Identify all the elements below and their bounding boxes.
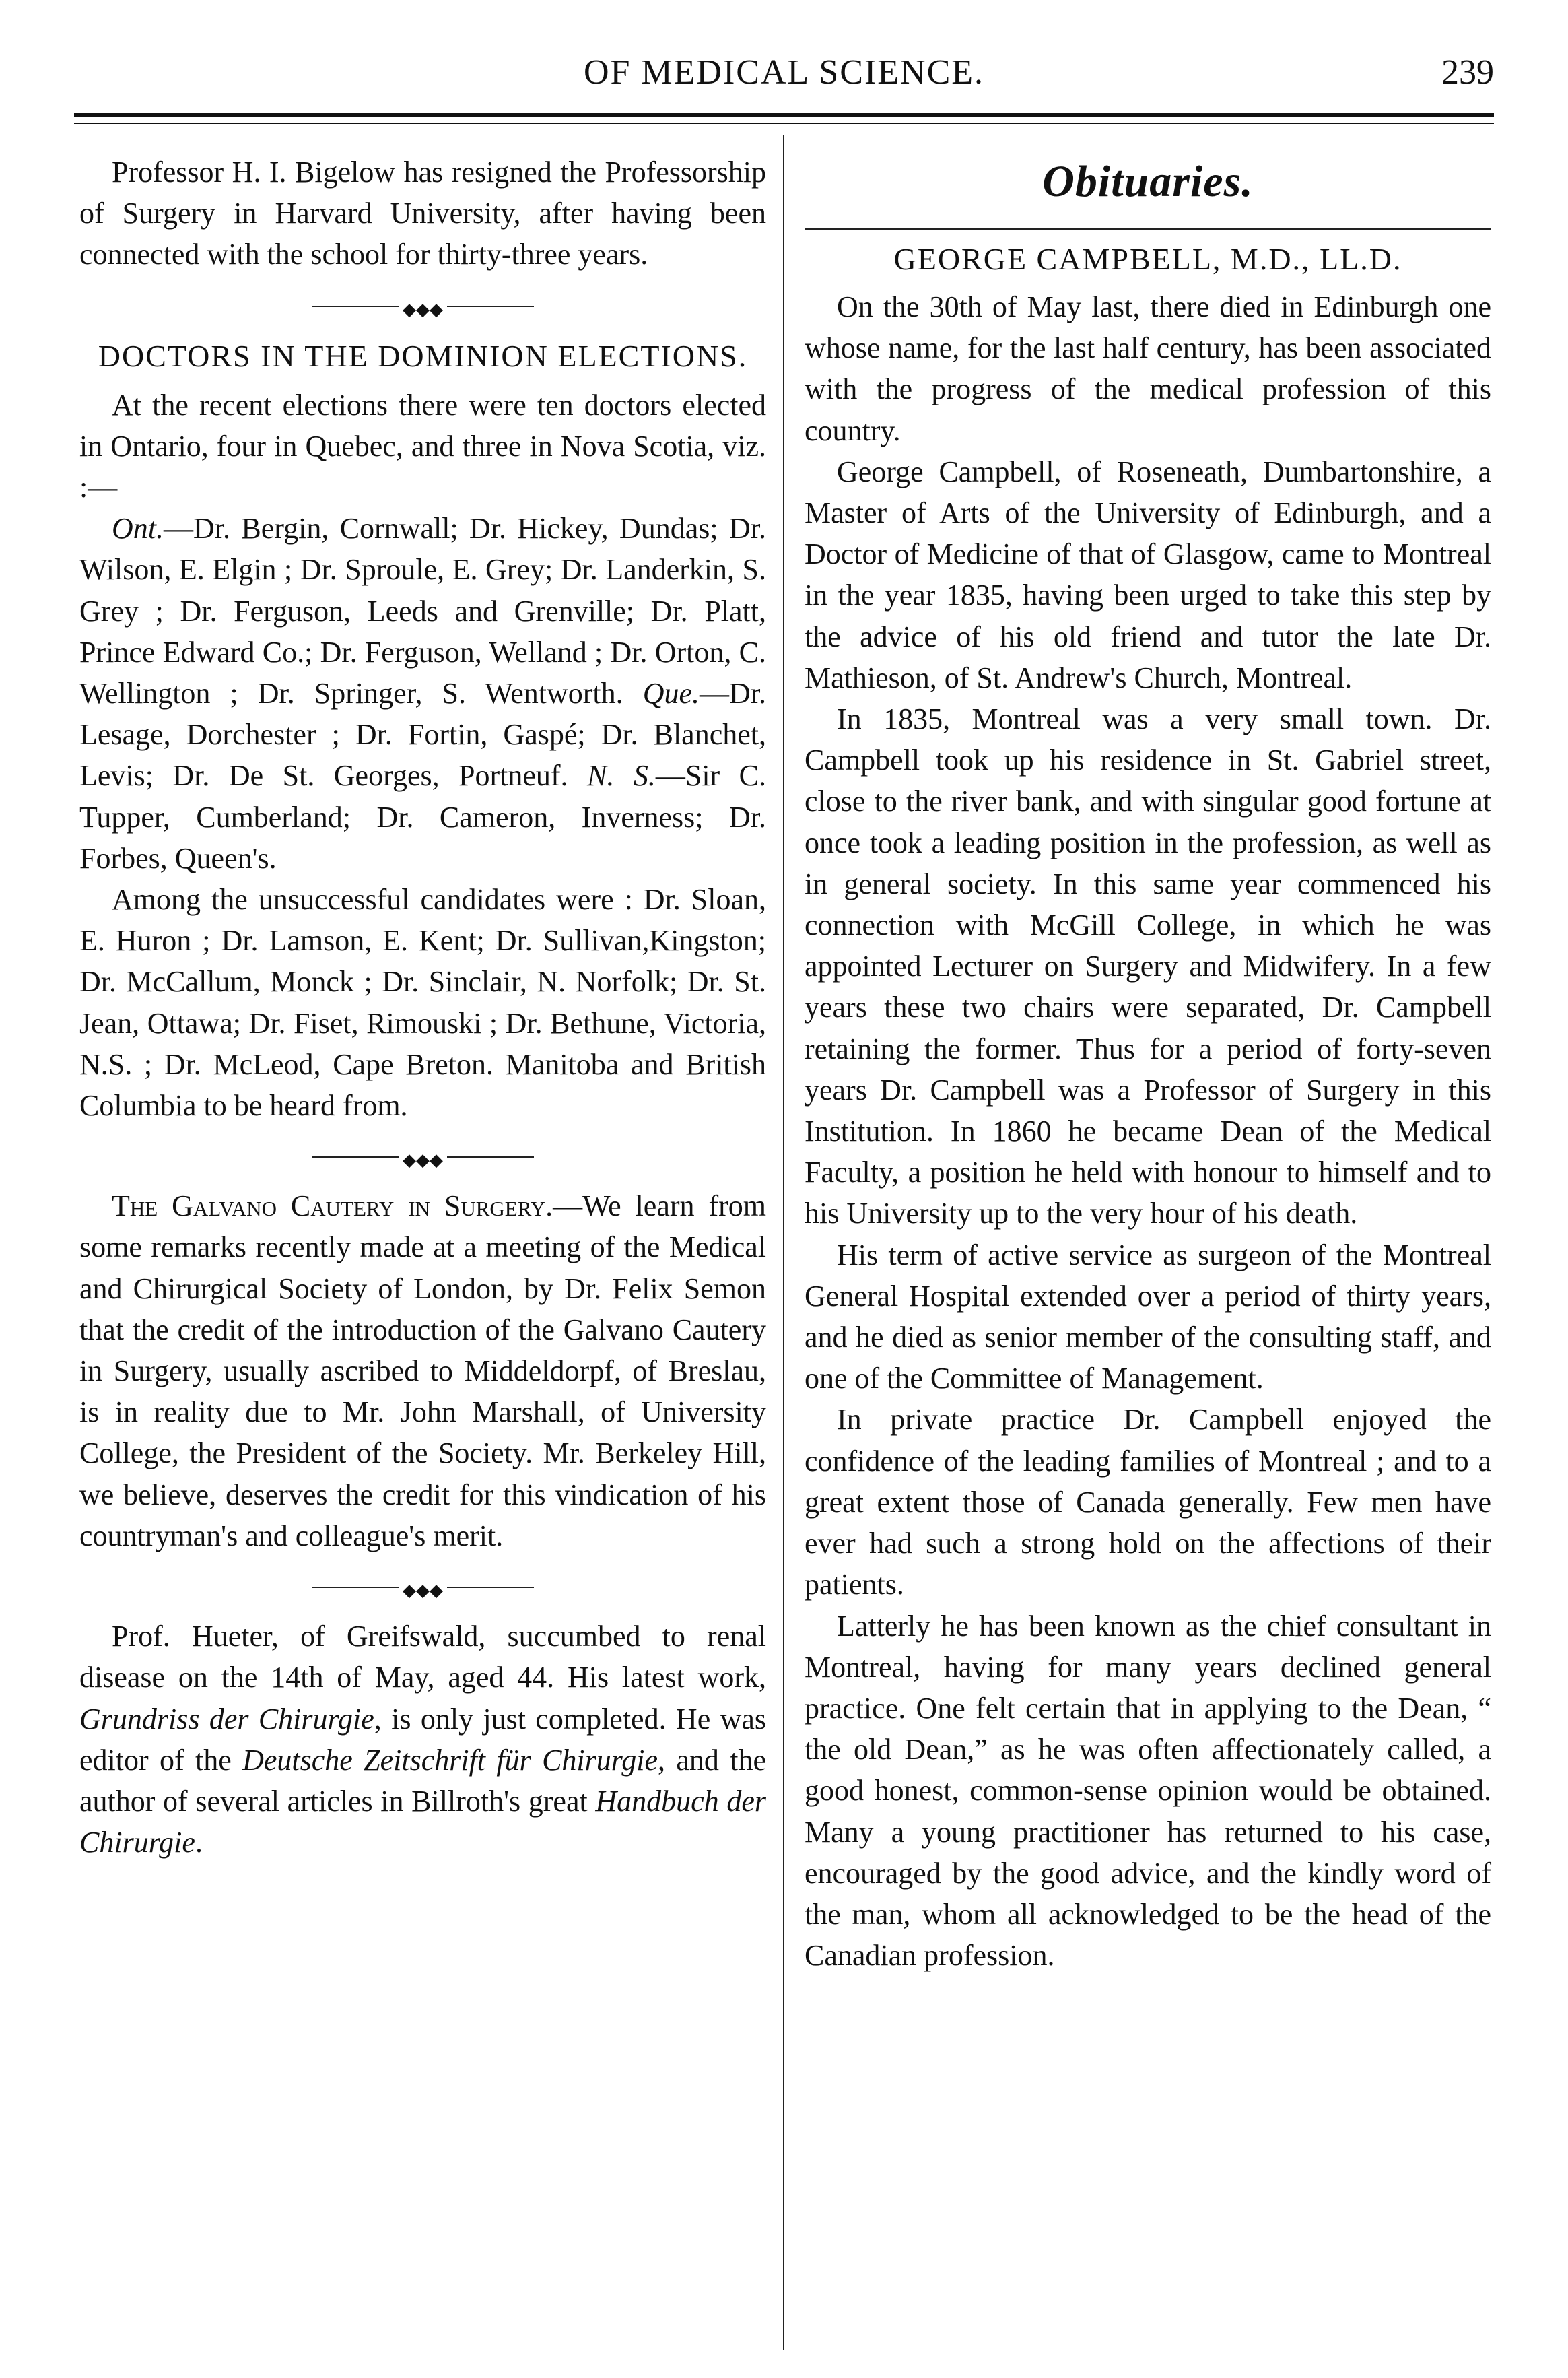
que-label: Que. bbox=[642, 677, 700, 711]
column-divider bbox=[783, 135, 784, 2350]
ornament-divider bbox=[79, 292, 766, 319]
galvano-paragraph bbox=[79, 1185, 766, 1556]
obituary-paragraph-2: George Campbell, of Roseneath, Dumbartonshire, a Master of Arts of the University of Edinburgh, and a Doctor of Medicine of that of Glasgow, came to Montreal in the year 1835, having been urged to take this step by the advice of his old friend and tutor the late Dr. Mathieson, of St. Andrew's Church, Montreal. bbox=[805, 455, 1491, 694]
ornament-divider bbox=[79, 1142, 766, 1169]
obituary-paragraph-5: In private practice Dr. Campbell enjoyed the confidence of the leading families of Montreal ; and to a great extent those of Canada generally. Few men have ever had such a strong hold on the affections of their patients. bbox=[805, 1403, 1491, 1601]
galvano-title: The Galvano Cautery in Surgery. bbox=[112, 1189, 553, 1223]
obituary-paragraph-6: Latterly he has been known as the chief consultant in Montreal, having for many years declined general practice. One felt certain that in applying to the Dean, “ the old Dean,” as he was often affectionately called, a good honest, common-sense opinion would be obtained. Many a young practitioner has returned to his case, encouraged by the good advice, and the kindly word of the man, whom all acknowledged to be the head of the Canadian profession. bbox=[805, 1609, 1491, 1973]
hueter-text-2: , is only just completed. He was editor of the bbox=[79, 1702, 766, 1777]
hueter-text-3: , and the author of several articles in Billroth's great bbox=[79, 1743, 766, 1818]
running-title: OF MEDICAL SCIENCE. bbox=[583, 53, 985, 92]
unsuccessful-paragraph: Among the unsuccessful candidates were : Dr. Sloan, E. Huron ; Dr. Lamson, E. Kent; Dr. Sullivan,Kingston; Dr. McCallum, Monck ; Dr. Sinclair, N. Norfolk; Dr. St. Jean, Ottawa; Dr. Fiset, Rimouski ; Dr. Bethune, Victoria, N.S. ; Dr. McLeod, Cape Breton. Manitoba and British Columbia to be heard from. bbox=[79, 883, 766, 1123]
doctors-list bbox=[79, 508, 766, 879]
hueter-paragraph bbox=[79, 1616, 766, 1863]
doctors-heading: DOCTORS IN THE DOMINION ELECTIONS. bbox=[98, 338, 748, 373]
ns-text: —Sir C. Tupper, Cumberland; Dr. Cameron, Inverness; Dr. Forbes, Queen's. bbox=[79, 759, 766, 875]
running-header bbox=[74, 47, 1494, 101]
hueter-work-1: Grundriss der Chirurgie bbox=[79, 1702, 374, 1736]
right-column bbox=[805, 152, 1491, 1976]
obituary-paragraph-4: His term of active service as surgeon of the Montreal General Hospital extended over a period of thirty years, and he died as senior member of the consulting staff, and one of the Committee of Management. bbox=[805, 1238, 1491, 1395]
header-rule-thin bbox=[74, 123, 1494, 124]
hueter-text-4: . bbox=[195, 1826, 203, 1859]
hueter-work-3: Handbuch der Chirurgie bbox=[79, 1784, 766, 1859]
heading-rule bbox=[805, 228, 1491, 230]
hueter-text-1: Prof. Hueter, of Greifswald, succumbed to renal disease on the 14th of May, aged 44. His latest work, bbox=[79, 1620, 766, 1694]
ont-label: Ont. bbox=[112, 512, 164, 546]
ornament-icon: ◆◆◆ bbox=[399, 1577, 447, 1604]
ornament-icon: ◆◆◆ bbox=[399, 1147, 447, 1174]
page-number: 239 bbox=[1441, 53, 1494, 92]
galvano-text: —We learn from some remarks recently made at a meeting of the Medical and Chirurgical Society of London, by Dr. Felix Semon that the credit of the introduction of the Galvano Cautery in Surgery, usually ascribed to Middeldorpf, of Breslau, is in reality due to Mr. John Marshall, of University College, the President of the Society. Mr. Berkeley Hill, we believe, deserves the credit for this vindication of his countryman's and colleague's merit. bbox=[79, 1189, 766, 1552]
que-text: —Dr. Lesage, Dorchester ; Dr. Fortin, Gaspé; Dr. Blanchet, Levis; Dr. De St. Georges, Portneuf. bbox=[79, 677, 767, 793]
obituary-paragraph-1: On the 30th of May last, there died in Edinburgh one whose name, for the last half century, has been associated with the progress of the medical profession of this country. bbox=[805, 290, 1491, 447]
obituary-paragraph-3: In 1835, Montreal was a very small town. Dr. Campbell took up his residence in St. Gabriel street, close to the river bank, and with singular good fortune at once took a leading position in the profession, as well as in general society. In this same year commenced his connection with McGill College, in which he was appointed Lecturer on Surgery and Midwifery. In a few years these two chairs were separated, Dr. Campbell retaining the former. Thus for a period of forty-seven years Dr. Campbell was a Professor of Surgery in this Institution. In 1860 he became Dean of the Medical Faculty, a position he held with honour to himself and to his University up to the very hour of his death. bbox=[805, 702, 1491, 1230]
left-column bbox=[79, 152, 766, 1863]
ornament-divider bbox=[79, 1573, 766, 1599]
doctors-intro: At the recent elections there were ten doctors elected in Ontario, four in Quebec, and three in Nova Scotia, viz. :— bbox=[79, 388, 766, 504]
ns-label: N. S. bbox=[587, 759, 656, 793]
ont-text: —Dr. Bergin, Cornwall; Dr. Hickey, Dundas; Dr. Wilson, E. Elgin ; Dr. Sproule, E. Grey; Dr. Landerkin, S. Grey ; Dr. Ferguson, Leeds and Grenville; Dr. Platt, Prince Edward Co.; Dr. Ferguson, Welland ; Dr. Orton, C. Wellington ; Dr. Springer, S. Wentworth. bbox=[79, 512, 766, 711]
obituary-name: GEORGE CAMPBELL, M.D., LL.D. bbox=[893, 242, 1402, 276]
header-rule-thick bbox=[74, 113, 1494, 117]
hueter-work-2: Deutsche Zeitschrift für Chirurgie bbox=[242, 1743, 658, 1777]
bigelow-paragraph: Professor H. I. Bigelow has resigned the Professorship of Surgery in Harvard University, after having been connected with the school for thirty-three years. bbox=[79, 156, 766, 271]
obituaries-heading: Obituaries. bbox=[1042, 157, 1254, 206]
ornament-icon: ◆◆◆ bbox=[399, 296, 447, 323]
